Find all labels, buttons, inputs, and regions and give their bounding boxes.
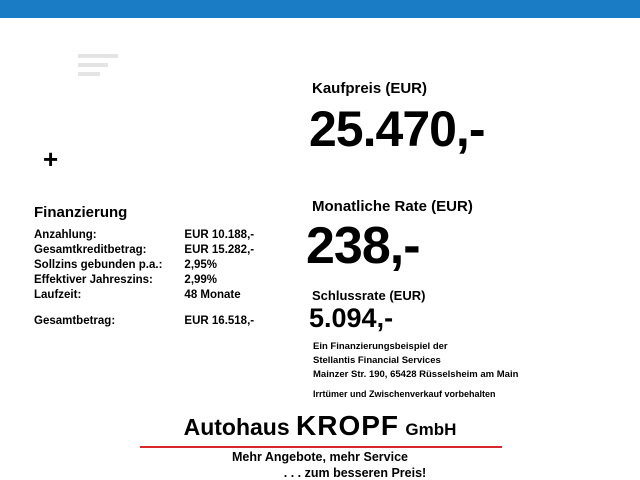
financing-table xyxy=(34,229,254,330)
row-label: Effektiver Jahreszins: xyxy=(34,274,153,286)
table-row xyxy=(34,259,254,274)
dealer-logo xyxy=(0,410,640,442)
row-value: EUR 10.188,- xyxy=(184,229,255,241)
disclaimer-line-3: Mainzer Str. 190, 65428 Rüsselsheim am Main xyxy=(313,368,519,380)
disclaimer-line-2: Stellantis Financial Services xyxy=(313,354,441,366)
dealer-slogan-line-2: . . . zum besseren Preis! xyxy=(283,466,427,480)
table-row xyxy=(34,274,254,289)
dealer-footer xyxy=(0,410,640,480)
financing-disclaimer xyxy=(313,340,518,381)
monthly-rate-label: Monatliche Rate (EUR) xyxy=(312,198,473,215)
table-row xyxy=(34,229,254,244)
logo-divider xyxy=(140,446,502,448)
total-value: EUR 16.518,- xyxy=(184,315,255,327)
disclaimer-line-1: Ein Finanzierungsbeispiel der xyxy=(313,341,448,352)
row-value: EUR 15.282,- xyxy=(184,244,255,256)
table-row xyxy=(34,244,254,259)
plus-symbol: + xyxy=(43,144,59,174)
logo-brand: KROPF xyxy=(296,410,400,441)
final-rate-value: 5.094,- xyxy=(309,303,394,333)
row-label: Laufzeit: xyxy=(34,289,82,301)
monthly-rate-value: 238,- xyxy=(306,217,420,275)
total-label: Gesamtbetrag: xyxy=(34,315,116,327)
purchase-price-label: Kaufpreis (EUR) xyxy=(312,80,428,97)
table-row xyxy=(34,289,254,304)
purchase-price-value: 25.470,- xyxy=(309,101,485,157)
table-spacer xyxy=(34,304,254,315)
row-value: 2,95% xyxy=(184,259,218,271)
table-row-total xyxy=(34,315,254,330)
row-label: Sollzins gebunden p.a.: xyxy=(34,259,163,271)
legal-note: Irrtümer und Zwischenverkauf vorbehalten xyxy=(313,389,496,399)
logo-prefix: Autohaus xyxy=(183,414,290,440)
row-label: Anzahlung: xyxy=(34,229,97,241)
watermark-marks xyxy=(78,54,124,84)
final-rate-label: Schlussrate (EUR) xyxy=(312,288,426,303)
logo-suffix: GmbH xyxy=(405,420,457,439)
dealer-slogan-line-1: Mehr Angebote, mehr Service xyxy=(232,450,408,464)
row-value: 2,99% xyxy=(184,274,218,286)
row-label: Gesamtkreditbetrag: xyxy=(34,244,147,256)
row-value: 48 Monate xyxy=(184,289,241,301)
financing-title: Finanzierung xyxy=(34,204,128,221)
content-sheet xyxy=(0,18,640,480)
